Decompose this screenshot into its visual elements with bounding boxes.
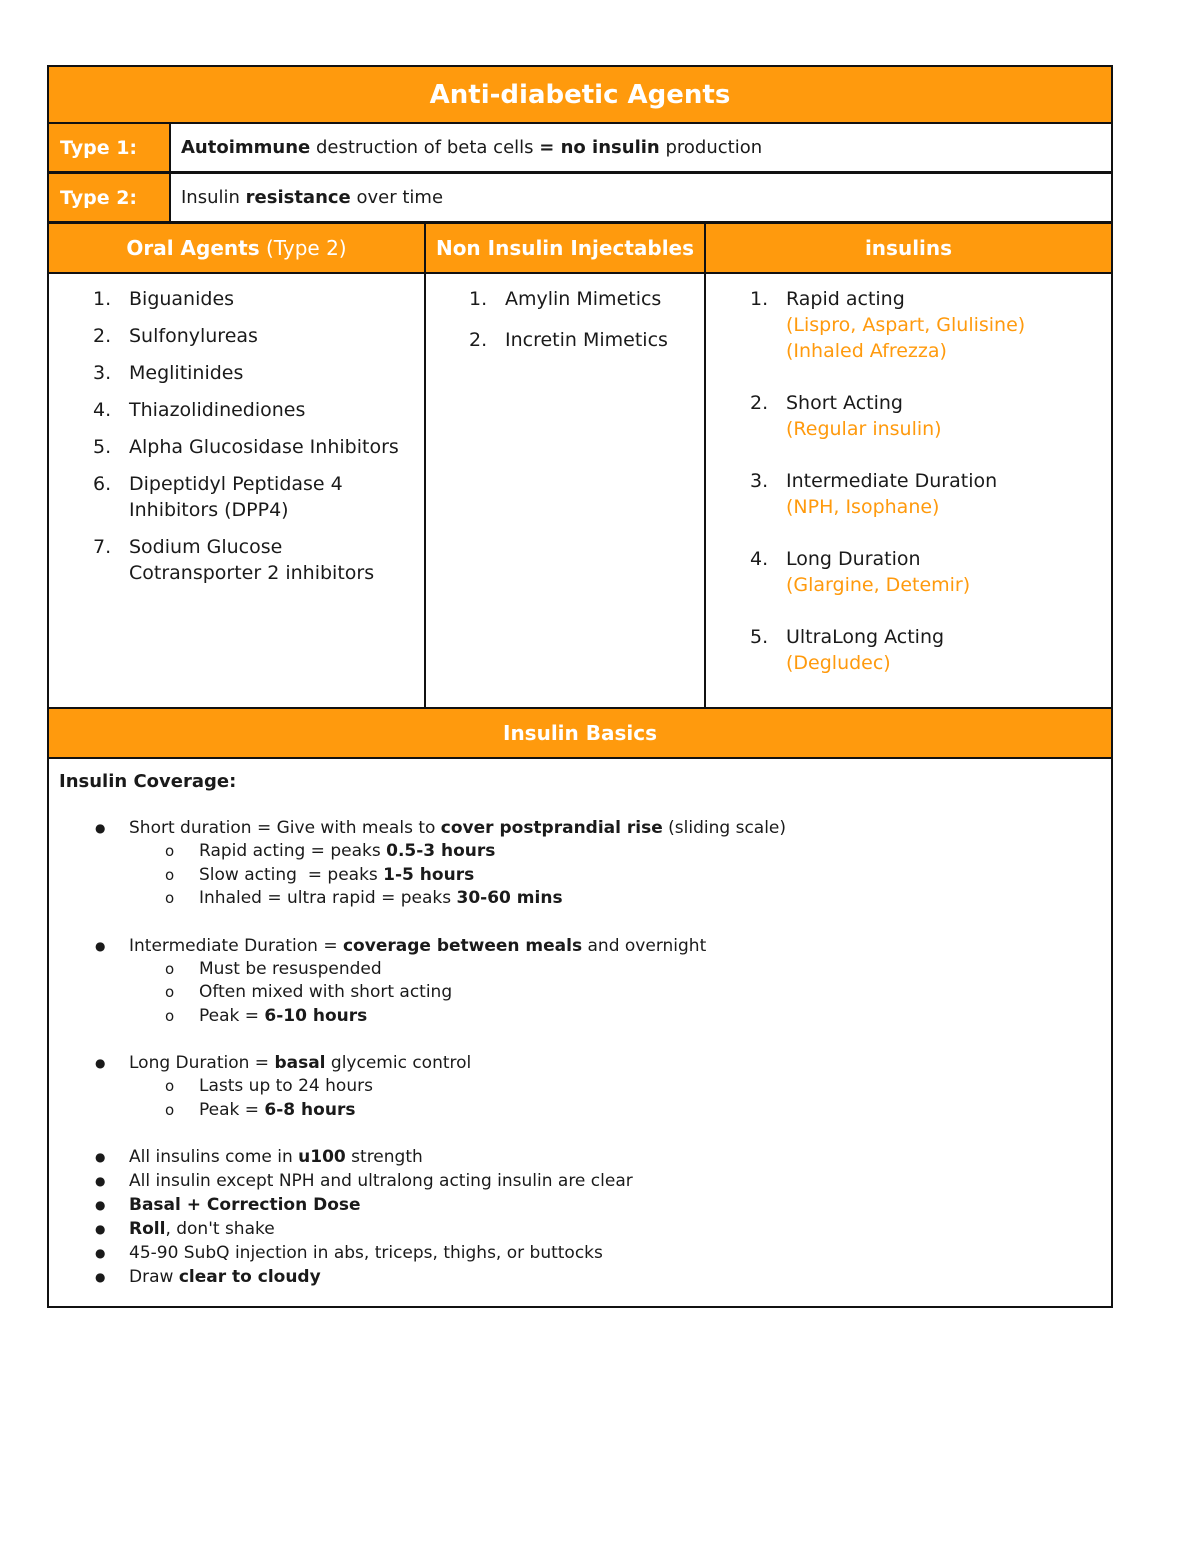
insulins-list (750, 286, 1090, 687)
oral-agents-header (49, 224, 426, 272)
text: strength (345, 1147, 423, 1167)
sub-item (129, 1005, 1101, 1029)
insulin-examples: (NPH, Isophane) (786, 496, 940, 518)
bold-text: Roll (129, 1219, 166, 1239)
text: Short duration = Give with meals to (129, 818, 441, 838)
columns-body (47, 272, 1113, 709)
non-insulin-header: Non Insulin Injectables (426, 224, 706, 272)
list-item (93, 360, 403, 386)
item-text (786, 390, 942, 442)
item-text (786, 468, 997, 520)
type2-text-part2: over time (350, 187, 444, 208)
insulin-type-name: UltraLong Acting (786, 626, 945, 648)
insulin-type-name: Long Duration (786, 548, 921, 570)
insulin-basics-title: Insulin Basics (503, 721, 657, 745)
insulin-examples: (Regular insulin) (786, 418, 942, 440)
bold-text: cover postprandial rise (440, 818, 663, 838)
text: All insulin except NPH and ultralong acting insulin are clear (129, 1171, 633, 1191)
item-number: 2. (469, 329, 488, 351)
text: Must be resuspended (199, 958, 382, 979)
item-number: 1. (93, 288, 112, 310)
oral-agents-header-suffix: (Type 2) (259, 236, 347, 260)
type2-description (171, 174, 1111, 221)
text: Long Duration = (129, 1053, 275, 1073)
list-item (750, 390, 1090, 442)
text: Often mixed with short acting (199, 982, 453, 1002)
long-duration-list (59, 1051, 1101, 1122)
list-item (93, 286, 403, 312)
insulins-column (706, 274, 1111, 707)
type1-label: Type 1: (49, 124, 171, 171)
insulins-header: insulins (864, 236, 953, 260)
type2-bold-resistance: resistance (245, 187, 351, 208)
list-item (750, 468, 1090, 520)
bold-text: 6-10 hours (264, 1005, 368, 1026)
item-number: 1. (750, 288, 769, 310)
non-insulin-list (469, 286, 699, 364)
list-item (59, 816, 1101, 911)
type1-bold-no-insulin: = no insulin (539, 137, 660, 158)
item-number: 4. (93, 399, 112, 421)
insulin-type-name: Short Acting (786, 392, 903, 414)
list-item (59, 934, 1101, 1029)
item-text: Incretin Mimetics (505, 329, 668, 351)
sub-item (129, 1075, 1101, 1099)
sub-item (129, 958, 1101, 982)
bold-text: 1-5 hours (383, 864, 475, 885)
type1-text-part1: destruction of beta cells (310, 137, 540, 158)
text: All insulins come in (129, 1147, 299, 1167)
list-item (93, 434, 403, 460)
item-text: Sulfonylureas (129, 325, 258, 347)
list-item (59, 1217, 1101, 1241)
insulin-basics-header (47, 707, 1113, 759)
item-number: 4. (750, 548, 769, 570)
oral-agents-column (49, 274, 426, 707)
insulin-basics-body (47, 757, 1113, 1308)
type1-description (171, 124, 1111, 171)
item-number: 7. (93, 536, 112, 558)
insulin-type-name: Intermediate Duration (786, 470, 998, 492)
insulin-examples: (Degludec) (786, 652, 891, 674)
item-number: 2. (750, 392, 769, 414)
text: glycemic control (325, 1053, 472, 1073)
bold-text: 0.5-3 hours (386, 841, 496, 861)
text: Inhaled = ultra rapid = peaks (199, 888, 457, 908)
sheet-title (47, 65, 1113, 124)
item-text: Sodium Glucose Cotransporter 2 inhibitors (129, 536, 375, 584)
type1-row (47, 122, 1113, 173)
item-number: 6. (93, 473, 112, 495)
bold-text: basal (274, 1053, 326, 1073)
text: 45-90 SubQ injection in abs, triceps, thighs, or buttocks (129, 1243, 603, 1263)
list-item (93, 397, 403, 423)
item-text (786, 546, 970, 598)
text: and overnight (582, 935, 707, 956)
text: , don't shake (165, 1219, 275, 1239)
list-item (59, 1265, 1101, 1289)
item-text: Meglitinides (129, 362, 244, 384)
insulin-examples: (Lispro, Aspart, Glulisine) (786, 314, 1026, 336)
misc-list (59, 1145, 1101, 1289)
list-item (59, 1241, 1101, 1265)
item-text: Amylin Mimetics (505, 288, 662, 310)
text: Lasts up to 24 hours (199, 1076, 373, 1096)
text: Slow acting = peaks (199, 864, 384, 885)
item-text (786, 624, 944, 676)
text: Peak = (199, 1005, 265, 1026)
type2-row (47, 172, 1113, 223)
item-number: 2. (93, 325, 112, 347)
intermediate-duration-list (59, 934, 1101, 1029)
bold-text: coverage between meals (342, 935, 583, 956)
item-number: 3. (750, 470, 769, 492)
item-number: 3. (93, 362, 112, 384)
sub-item (129, 864, 1101, 888)
bold-text: clear to cloudy (178, 1267, 321, 1287)
type1-text-part2: production (659, 137, 763, 158)
insulin-coverage-label: Insulin Coverage: (59, 771, 237, 792)
text: Peak = (199, 1099, 265, 1120)
item-text: Thiazolidinediones (129, 399, 306, 421)
list-item (59, 1051, 1101, 1122)
sub-item (129, 887, 1101, 911)
type2-label: Type 2: (49, 174, 171, 221)
list-item (750, 624, 1090, 676)
item-number: 5. (750, 626, 769, 648)
list-item (750, 546, 1090, 598)
type1-bold-autoimmune: Autoimmune (181, 137, 311, 158)
list-item (93, 534, 403, 586)
item-number: 5. (93, 436, 112, 458)
sub-item (129, 1099, 1101, 1123)
sub-item (129, 981, 1101, 1005)
item-text (786, 286, 1025, 364)
type2-text-part1: Insulin (181, 187, 246, 208)
insulin-examples: (Glargine, Detemir) (786, 574, 971, 596)
item-number: 1. (469, 288, 488, 310)
sheet-title-text: Anti-diabetic Agents (429, 79, 731, 110)
bold-text: 6-8 hours (264, 1099, 356, 1120)
insulin-examples: (Inhaled Afrezza) (786, 340, 947, 362)
sub-item (129, 840, 1101, 864)
bold-text: Basal + Correction Dose (129, 1195, 361, 1215)
text: Draw (129, 1267, 179, 1287)
list-item (59, 1169, 1101, 1193)
insulin-type-name: Rapid acting (786, 288, 905, 310)
oral-agents-list (93, 286, 403, 597)
non-insulin-column (426, 274, 706, 707)
list-item (93, 323, 403, 349)
list-item (93, 471, 403, 523)
list-item (59, 1145, 1101, 1169)
item-text: Alpha Glucosidase Inhibitors (129, 436, 399, 458)
sub-list (129, 840, 1101, 911)
short-duration-list (59, 816, 1101, 911)
item-text: Biguanides (129, 288, 235, 310)
text: (sliding scale) (662, 818, 787, 838)
oral-agents-header-bold: Oral Agents (126, 236, 260, 260)
sub-list (129, 958, 1101, 1029)
list-item (469, 286, 699, 312)
item-text: Dipeptidyl Peptidase 4 Inhibitors (DPP4) (129, 473, 343, 521)
list-item (59, 1193, 1101, 1217)
list-item (469, 327, 699, 353)
bold-text: 30-60 mins (456, 888, 563, 908)
columns-header (47, 222, 1113, 274)
sub-list (129, 1075, 1101, 1122)
text: Intermediate Duration = (129, 935, 343, 956)
text: Rapid acting = peaks (199, 841, 387, 861)
list-item (750, 286, 1090, 364)
bold-text: u100 (298, 1147, 346, 1167)
